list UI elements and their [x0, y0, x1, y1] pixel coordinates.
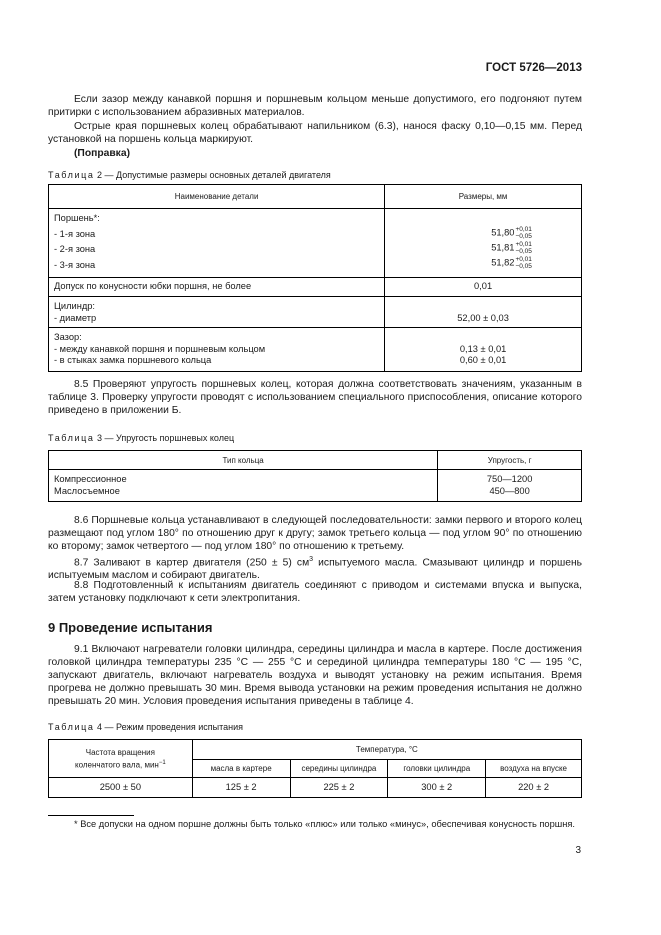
- table4-col-temperature: Температура, °C: [192, 740, 581, 760]
- gap-values-cell: [385, 328, 582, 372]
- table3-header-row: [49, 451, 582, 470]
- table-ring-elasticity: [48, 450, 582, 502]
- cyl-middle-temp-value: 225 ± 2: [290, 778, 388, 798]
- table2-row-piston: [49, 209, 582, 278]
- table3-caption-word: Таблица: [48, 433, 95, 443]
- table4-caption: [48, 722, 243, 732]
- table-test-mode: [48, 739, 582, 798]
- table4-col-cyl-head: головки цилиндра: [388, 760, 486, 778]
- table3-body-row: [49, 470, 582, 502]
- table2-row-gap: [49, 328, 582, 372]
- piston-sizes-cell: [385, 209, 582, 278]
- table4-col-oil: масла в картере: [192, 760, 290, 778]
- section-9-heading: 9 Проведение испытания: [48, 620, 213, 635]
- ring-compression-value: 750—1200: [486, 474, 533, 484]
- cylinder-diameter-label: - диаметр: [54, 312, 97, 323]
- table2-col-sizes: Размеры, мм: [385, 185, 582, 209]
- ring-types-cell: [49, 470, 438, 502]
- table4-caption-text: 4 — Режим проведения испытания: [97, 722, 244, 732]
- cylinder-cell: [49, 297, 385, 328]
- table3-caption-text: 3 — Упругость поршневых колец: [97, 433, 235, 443]
- paragraph-9-1: 9.1 Включают нагреватели головки цилиндра, середины цилиндра и масла в картере. После достижения головкой цилиндра температуры 235 °C — 255 °C и серединой цилиндра температуры 180 °C — 195 °C, запускают двигатель, включают нагреватель воздуха и выводят установку на режим испытания. Время прогрева не должно превышать 30 мин. Время вывода установки на режим проведения испытания не должно превышать 20 мин. Условия проведения испытания приведены в таблице 4.: [48, 644, 582, 707]
- table4-header-row-1: [49, 740, 582, 760]
- footnote-divider: [48, 815, 134, 816]
- cylinder-diameter-value: 52,00 ± 0,03: [457, 312, 509, 323]
- taper-value: 0,01: [385, 278, 582, 297]
- table2-caption-text: 2 — Допустимые размеры основных деталей двигателя: [97, 170, 331, 180]
- table4-caption-word: Таблица: [48, 722, 95, 732]
- gap1-value: 0,13 ± 0,01: [459, 343, 507, 354]
- ring-compression-label: Компрессионное: [54, 474, 127, 484]
- paragraph-8-7: 8.7 Заливают в картер двигателя (250 ± 5) $см^3$ испытуемого масла. Смазывают цилиндр и поршень испытуемым маслом и собирают двигатель.: [48, 556, 582, 582]
- table-engine-parts-sizes: [48, 184, 582, 372]
- oil-temp-value: 125 ± 2: [192, 778, 290, 798]
- cyl-head-temp-value: 300 ± 2: [388, 778, 486, 798]
- rpm-value: 2500 ± 50: [49, 778, 193, 798]
- amendment-note: (Поправка): [74, 148, 130, 159]
- piston-label: Поршень*:: [54, 213, 100, 223]
- paragraph-8-8: 8.8 Подготовленный к испытаниям двигатель соединяют с приводом и системами впуска и выпуска, затем установку подключают к сети электропитания.: [48, 580, 582, 604]
- gap-label: Зазор:: [54, 332, 82, 342]
- gap2-label: - в стыках замка поршневого кольца: [54, 355, 212, 365]
- paragraph-8-5: 8.5 Проверяют упругость поршневых колец, которая должна соответствовать значениям, указанным в таблице 3. Проверку упругости проводят с использованием специального приспособления, описание которого приведено в приложении Б.: [48, 379, 582, 416]
- page-number: 3: [575, 845, 581, 856]
- gap-cell: [49, 328, 385, 372]
- table2-header-row: [49, 185, 582, 209]
- taper-label: Допуск по конусности юбки поршня, не более: [49, 278, 385, 297]
- intake-air-temp-value: 220 ± 2: [486, 778, 582, 798]
- table4-col-intake-air: воздуха на впуске: [486, 760, 582, 778]
- ring-values-cell: [438, 470, 582, 502]
- zone2-size: 51,81 +0,01 −0,05: [491, 241, 532, 255]
- table2-caption: [48, 170, 331, 180]
- paragraph-gap-fitting: Если зазор между канавкой поршня и поршневым кольцом меньше допустимого, его подгоняют путем притирки с использованием абразивных материалов.: [48, 94, 582, 118]
- table4-data-row: [49, 778, 582, 798]
- table2-col-part-name: Наименование детали: [49, 185, 385, 209]
- table4-col-rpm: Частота вращения коленчатого вала, мин$^{-1}$: [49, 740, 193, 778]
- gap1-label: - между канавкой поршня и поршневым кольцом: [54, 343, 266, 354]
- footnote-tolerance: * Все допуски на одном поршне должны быть только «плюс» или только «минус», обеспечивая конусность поршня.: [74, 819, 575, 829]
- cylinder-label: Цилиндр:: [54, 301, 96, 311]
- zone1-label: - 1-я зона: [54, 228, 96, 239]
- table3-col-ring-type: Тип кольца: [49, 451, 438, 470]
- ring-oil-label: Маслосъемное: [54, 485, 120, 496]
- standard-header: ГОСТ 5726—2013: [485, 62, 582, 74]
- table3-caption: [48, 433, 234, 443]
- paragraph-edge-treatment: Острые края поршневых колец обрабатывают напильником (6.3), нанося фаску 0,10—0,15 мм. Перед установкой на поршень кольца маркируют.: [48, 121, 582, 145]
- piston-cell: [49, 209, 385, 278]
- zone1-size: 51,80 +0,01 −0,05: [491, 226, 532, 240]
- table2-row-taper: [49, 278, 582, 297]
- paragraph-8-6: 8.6 Поршневые кольца устанавливают в следующей последовательности: замки первого и второго колец размещают под углом 180° по отношению друг к другу; замок третьего кольца — под углом 90° по отношению ко второму; замок четвертого — под углом 180° по отношению к третьему.: [48, 515, 582, 552]
- gap2-value: 0,60 ± 0,01: [459, 355, 507, 365]
- ring-oil-value: 450—800: [489, 485, 530, 496]
- table4-col-cyl-middle: середины цилиндра: [290, 760, 388, 778]
- zone2-label: - 2-я зона: [54, 244, 96, 254]
- zone3-label: - 3-я зона: [54, 259, 96, 270]
- cylinder-diameter-cell: [385, 297, 582, 328]
- table2-row-cylinder: [49, 297, 582, 328]
- table3-col-elasticity: Упругость, г: [438, 451, 582, 470]
- table2-caption-word: Таблица: [48, 170, 95, 180]
- zone3-size: 51,82 +0,01 −0,05: [491, 256, 532, 270]
